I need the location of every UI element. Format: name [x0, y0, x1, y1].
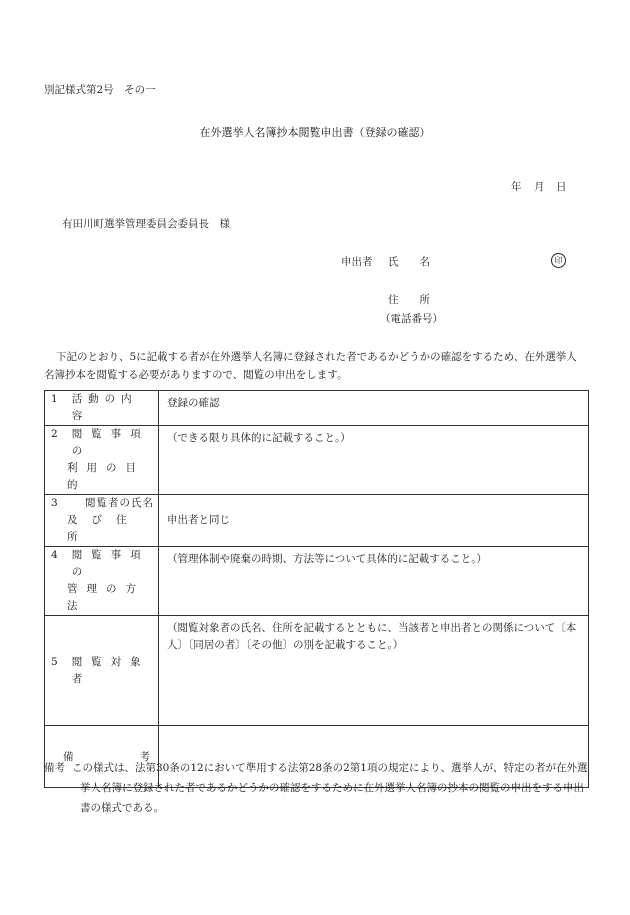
- table-row-viewer: [45, 495, 589, 547]
- addressee: 有田川町選挙管理委員会委員長 様: [62, 218, 230, 230]
- applicant-label: 申出者: [341, 256, 373, 268]
- intro-text: 下記のとおり、5に記載する者が在外選挙人名簿に登録された者であるかどうかの確認をするため、在外選挙人名簿抄本を閲覧する必要がありますので、閲覧の申出をします。: [44, 351, 577, 381]
- footnote-body: この様式は、法第30条の12において準用する法第28条の2第1項の規定により、選挙人が、特定の者が在外選挙人名簿に登録された者であるかどうかの確認をするために在外選挙人名簿の抄本の閲覧の申出をする申出書の様式である。: [72, 762, 588, 814]
- date-year-label: 年: [511, 181, 522, 193]
- row-label: 4 閲覧事項の 管理の方法: [45, 547, 159, 616]
- row-label: 2 閲覧事項の 利用の目的: [45, 426, 159, 495]
- management-value: （管理体制や廃棄の時期、方法等について具体的に記載すること。）: [159, 547, 589, 616]
- table-row-management: [45, 547, 589, 616]
- row-label: 1 活動の内容: [45, 391, 159, 426]
- row-label: 5 閲覧対象者: [45, 616, 159, 726]
- footnote: [44, 758, 589, 818]
- row-label: 備 考: [45, 726, 159, 788]
- date-day-label: 日: [556, 181, 567, 193]
- seal-mark-icon: 印: [551, 253, 566, 268]
- table-row-target: [45, 616, 589, 726]
- applicant-address-label: 住 所: [388, 294, 430, 306]
- row-label: 3 閲覧者の氏名 及び住所: [45, 495, 159, 547]
- target-value: （閲覧対象者の氏名、住所を記載するとともに、当該者と申出者との関係について〔本人〕〔同居の者〕〔その他〕の別を記載すること。）: [159, 616, 589, 726]
- application-table: [44, 390, 589, 788]
- table-row-purpose: [45, 426, 589, 495]
- applicant-name-label: 氏 名: [388, 256, 430, 268]
- table-row-activity: [45, 391, 589, 426]
- date-month-label: 月: [534, 181, 545, 193]
- purpose-value: （できる限り具体的に記載すること。）: [159, 426, 589, 495]
- applicant-phone-label: （電話番号）: [380, 313, 443, 325]
- viewer-value: 申出者と同じ: [159, 495, 589, 547]
- footnote-head: 備考: [44, 762, 65, 774]
- activity-content-value: 登録の確認: [159, 391, 589, 426]
- document-title: 在外選挙人名簿抄本閲覧申出書（登録の確認）: [199, 126, 431, 139]
- form-number-label: 別記様式第2号 その一: [44, 84, 156, 96]
